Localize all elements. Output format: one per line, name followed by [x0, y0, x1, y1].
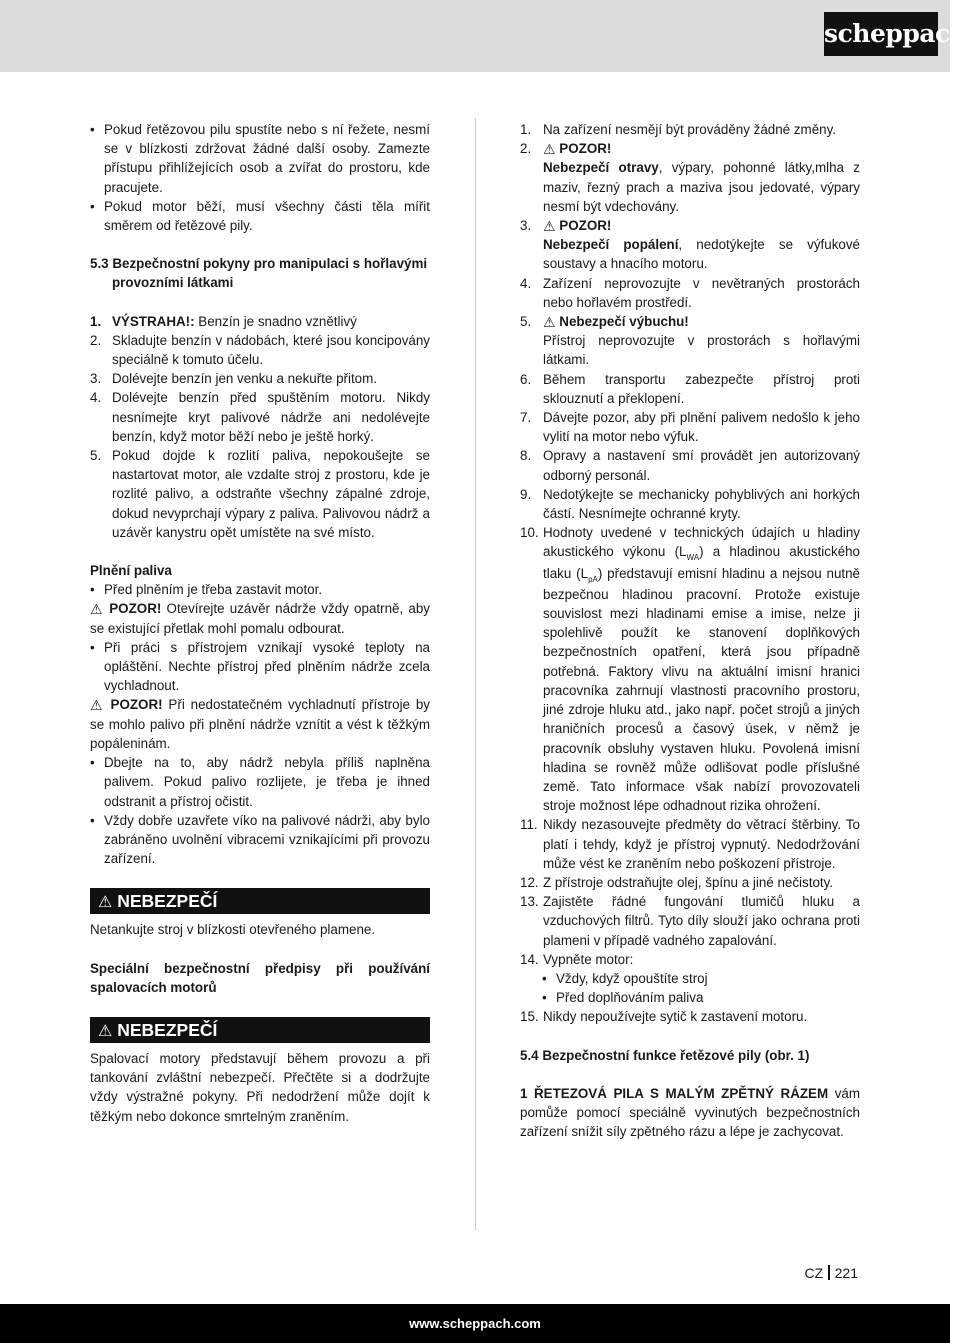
- refuel-heading: Plnění paliva: [90, 563, 172, 579]
- danger-banner: ⚠ NEBEZPEČÍ: [90, 1017, 430, 1043]
- list-item: 14. Vypněte motor:: [520, 951, 634, 967]
- warning-label: VÝSTRAHA!:: [112, 313, 195, 329]
- list-item: • Při práci s přístrojem vznikají vysoké teploty na opláštění. Nechte přístroj před plněním nádrže zcela vychladnout.: [90, 638, 430, 696]
- list-item: • Dbejte na to, aby nádrž nebyla příliš naplněna palivem. Pokud palivo rozlijete, je třeba je ihned odstranit a přístroj očistit.: [90, 753, 430, 811]
- header-bar: [0, 0, 967, 72]
- list-item: 3. Dolévejte benzín jen venku a nekuřte přitom.: [90, 371, 377, 387]
- list-item: • Před plněním je třeba zastavit motor.: [90, 580, 430, 599]
- final-paragraph: 1 ŘETEZOVÁ PILA S MALÝM ZPĚTNÝ RÁZEM vám pomůže pomocí speciálně vyvinutých bezpečnostních zařízení snížit síly zpětného rázu a lépe je zachycovat.: [520, 1085, 860, 1140]
- list-item: 3. ⚠ POZOR! Nebezpečí popálení, nedotýkejte se výfukové soustavy a hnacího motoru.: [520, 218, 860, 272]
- list-item: • Pokud motor běží, musí všechny části těla mířit směrem od řetězové pily.: [90, 197, 430, 235]
- footer-bar: [0, 1304, 950, 1343]
- list-item: 1. Na zařízení nesmějí být prováděny žádné změny.: [520, 122, 837, 137]
- list-item: • Před doplňováním paliva: [542, 988, 860, 1007]
- list-item: 11. Nikdy nezasouvejte předměty do větrací štěrbiny. To platí i tehdy, když je přístroj vypnutý. Nedodržování může vést ke zraněním nebo poškození přístroje.: [520, 817, 860, 871]
- section-heading-5-3: 5.3 Bezpečnostní pokyny pro manipulaci s hořlavými provozními látkami: [90, 256, 428, 291]
- caution-paragraph: ⚠ POZOR! Při nedostatečném vychladnutí přístroje by se mohlo palivo při plnění nádrže vznítit a vést k těžkým popáleninám.: [90, 697, 430, 751]
- list-item: 9. Nedotýkejte se mechanicky pohyblivých ani horkých částí. Nesnímejte ochranné kryty.: [520, 486, 860, 522]
- danger-text: Spalovací motory představují během provozu a při tankování zvláštní nebezpečí. Přečtěte si a dodržujte vždy výstražné pokyny. Při nedodržení může dojít k těžkým nebo dokonce smrtelným zraněním.: [90, 1050, 430, 1124]
- caution-paragraph: ⚠ POZOR! Otevírejte uzávěr nádrže vždy opatrně, aby se existující přetlak mohl pomalu odbourat.: [90, 601, 430, 636]
- warning-icon: ⚠: [90, 601, 105, 618]
- list-item: 1. VÝSTRAHA!: Benzín je snadno vznětlivý: [90, 313, 357, 329]
- list-item: 15. Nikdy nepoužívejte sytič k zastavení motoru.: [520, 1009, 808, 1025]
- danger-text: Netankujte stroj v blízkosti otevřeného plamene.: [90, 922, 376, 938]
- list-item: 10. Hodnoty uvedené v technických údajích u hladiny akustického výkonu $(L_{WA})$ a hladinou akustického tlaku $(L_{pA})$ představují emisní hladinu a nejsou nutně bezpečnou hladinou pracovní. Protože existuje souvislost mezi hladinami emise a imise, nelze ji spolehlivě použít ke stanovení doplňkových bezpečnostních opatření, která jsou případně potřebná. Faktory vlivu na aktuální imisní hranici pracovníka zahrnují vlastnosti pracovního prostoru, jiné zdroje hluku atd., jako např. počet strojů a jiných hraničních procesů a časový úsek, v němž je pracovník obsluhy vystaven hluku. Povolená imisní hladina se rovněž může odlišovat podle příslušné země. Tato informace však nabízí provozovateli stroje možnost lépe odhadnout rizika ohrožení.: [520, 525, 861, 814]
- list-item: 7. Dávejte pozor, aby při plnění palivem nedošlo k jeho vylití na motor nebo výfuk.: [520, 410, 860, 445]
- list-item: 4. Zařízení neprovozujte v nevětraných prostorách nebo hořlavém prostředí.: [520, 275, 860, 310]
- warning-icon: ⚠: [543, 218, 556, 235]
- brand-logo: scheppach: [824, 12, 938, 56]
- warning-icon: ⚠: [90, 697, 105, 714]
- page-number: CZ 221: [804, 1265, 858, 1281]
- section-heading-5-4: 5.4 Bezpečnostní funkce řetězové pily (obr. 1): [520, 1047, 810, 1063]
- right-column: [520, 120, 860, 1141]
- website-link[interactable]: www.scheppach.com: [409, 1316, 541, 1331]
- special-heading: Speciální bezpečnostní předpisy při používání spalovacích motorů: [90, 960, 430, 995]
- left-column: [90, 120, 430, 1126]
- list-item: 2. Skladujte benzín v nádobách, které jsou koncipovány speciálně k tomuto účelu.: [90, 332, 430, 368]
- column-divider: [475, 118, 476, 1230]
- warning-icon: ⚠: [543, 314, 556, 331]
- warning-icon: ⚠: [543, 141, 556, 158]
- list-item: • Vždy dobře uzavřete víko na palivové nádrži, aby bylo zabráněno uvolnění vibracemi vznikajícími při provozu zařízení.: [90, 811, 430, 869]
- list-item: 12. Z přístroje odstraňujte olej, špínu a jiné nečistoty.: [520, 874, 834, 890]
- list-item: • Vždy, když opouštíte stroj: [542, 969, 860, 988]
- danger-banner: ⚠ NEBEZPEČÍ: [90, 888, 430, 914]
- warning-icon: ⚠: [98, 1022, 113, 1040]
- warning-icon: ⚠: [98, 894, 113, 912]
- list-item: 13. Zajistěte řádné fungování tlumičů hluku a vzduchových filtrů. Tyto díly slouží jako ochrana proti plameni v případě vadného zapalování.: [520, 894, 860, 948]
- list-item: 5. Pokud dojde k rozlití paliva, nepokoušejte se nastartovat motor, ale vzdalte stroj z prostoru, kde je rozlité palivo, a odstraňte všechny zápalné zdroje, dokud nevyprchají výpary z paliva. Palivovou nádrž a uzávěr kanystru opět umístěte na své místo.: [90, 448, 430, 540]
- list-item: 6. Během transportu zabezpečte přístroj proti sklouznutí a překlopení.: [520, 371, 860, 406]
- list-item: 4. Dolévejte benzín před spuštěním motoru. Nikdy nesnímejte kryt palivové nádrže ani nedolévejte benzín, když motor běží nebo je ještě horký.: [90, 390, 430, 444]
- list-item: 2. ⚠ POZOR! Nebezpečí otravy, výpary, pohonné látky,mlha z maziv, řezný prach a maziva jsou jedovaté, výpary nesmí být vdechovány.: [520, 141, 860, 214]
- list-item: 5. ⚠ Nebezpečí výbuchu! Přístroj neprovozujte v prostorách s hořlavými látkami.: [520, 314, 860, 368]
- list-item: • Pokud řetězovou pilu spustíte nebo s ní řežete, nesmí se v blízkosti zdržovat žádné další osoby. Zamezte přístupu přihlížejících osob a zvířat do prostoru, kde pracujete.: [90, 120, 430, 197]
- list-item: 8. Opravy a nastavení smí provádět jen autorizovaný odborný personál.: [520, 448, 860, 483]
